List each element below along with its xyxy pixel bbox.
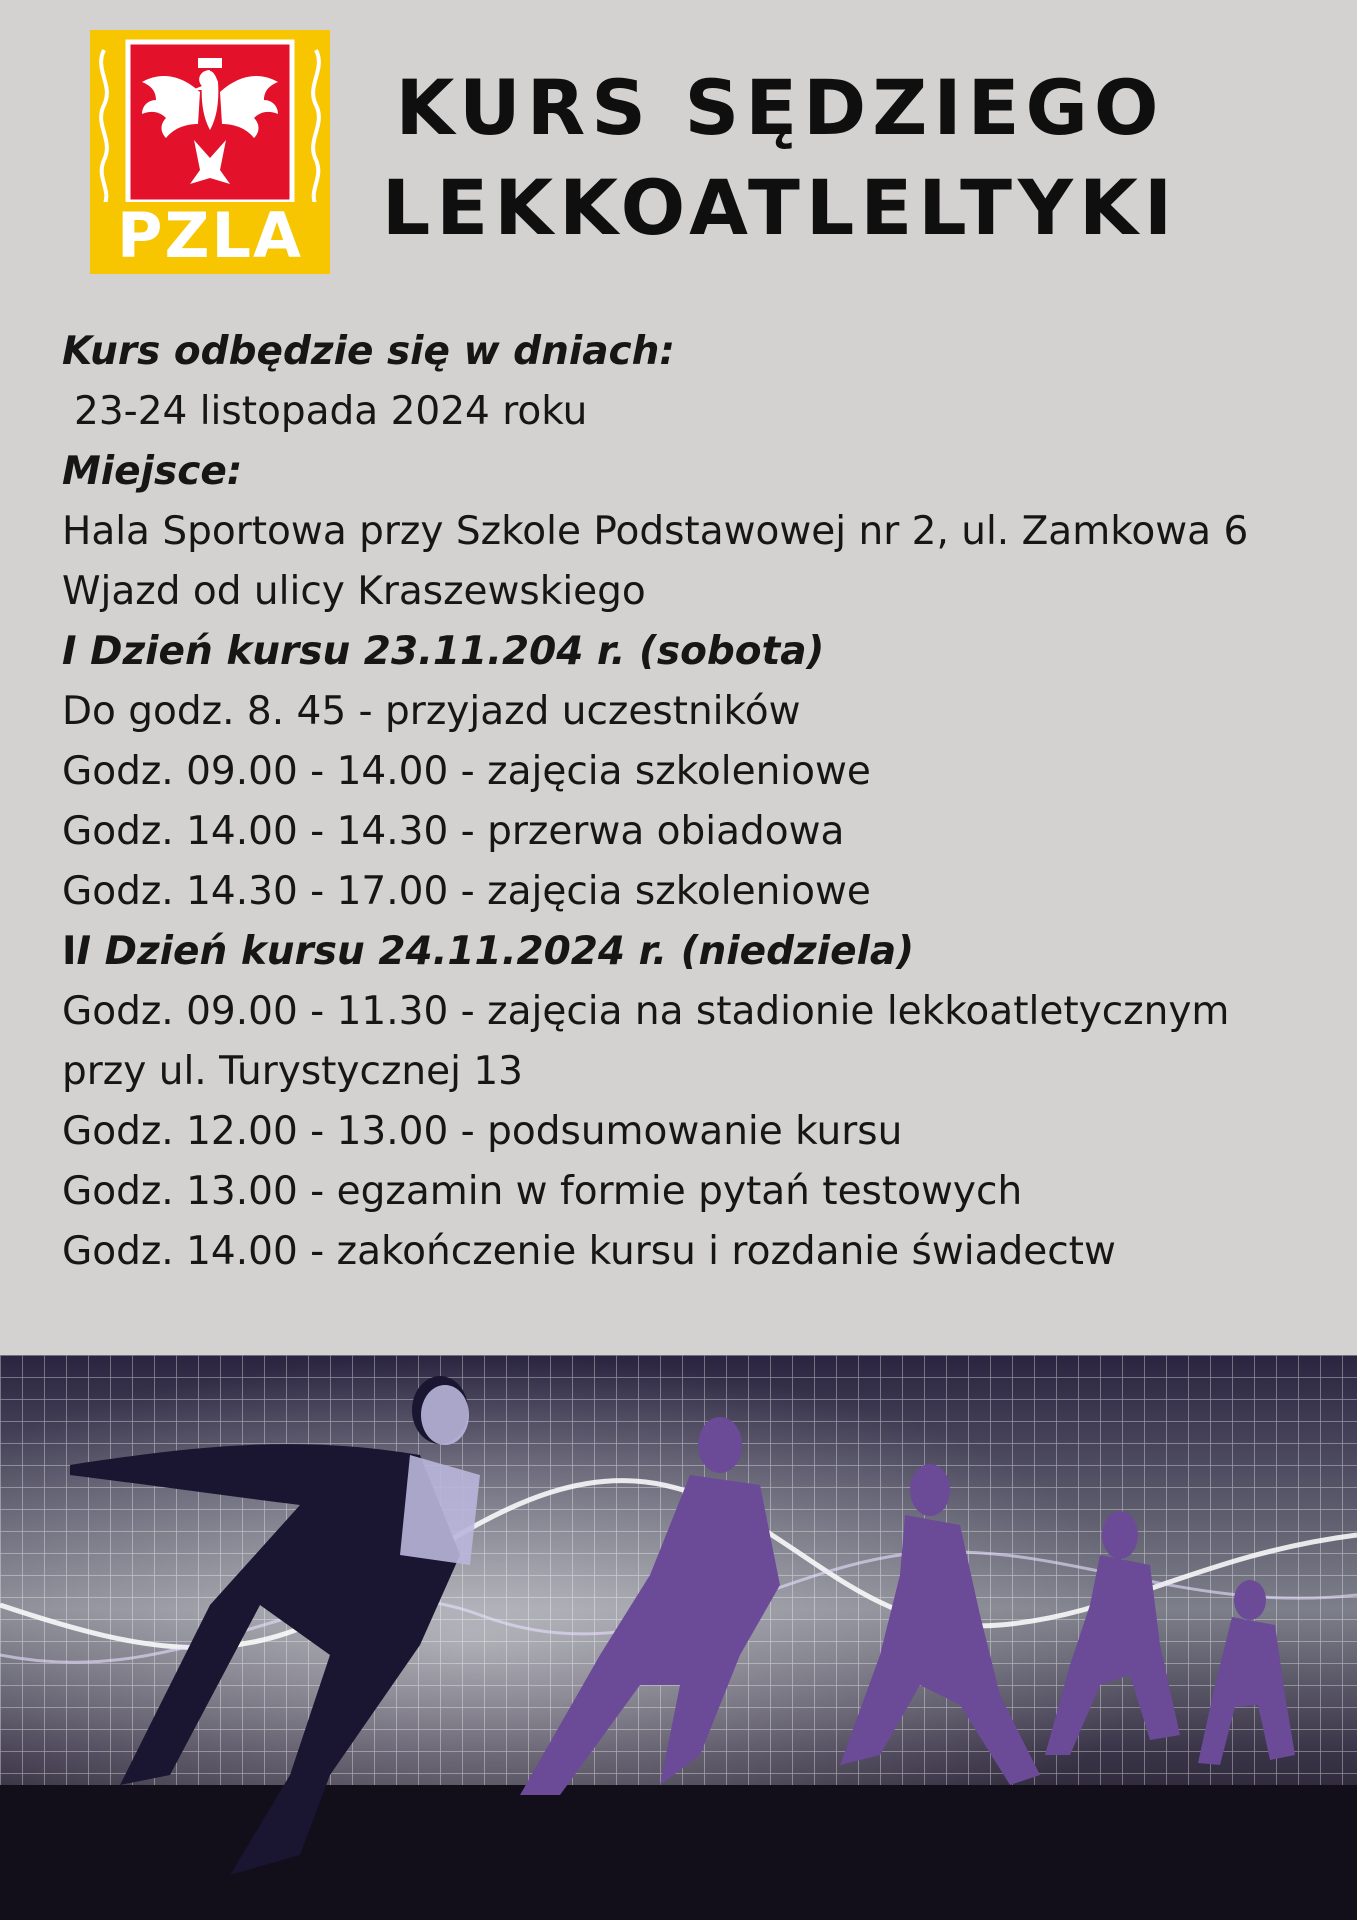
title-line-1: KURS SĘDZIEGO xyxy=(395,63,1165,152)
title-line-2: LEKKOATLELTYKI xyxy=(381,163,1179,252)
place-line-2: Wjazd od ulicy Kraszewskiego xyxy=(62,569,646,614)
day2-heading-prefix: I xyxy=(62,929,77,974)
day2-item: Godz. 12.00 - 13.00 - podsumowanie kursu xyxy=(62,1109,903,1154)
dates-heading: Kurs odbędzie się w dniach: xyxy=(62,329,676,374)
day2-heading xyxy=(62,922,1322,982)
day2-heading-text: I Dzień kursu 24.11.2024 r. (niedziela) xyxy=(76,929,915,974)
logo-text: PZLA xyxy=(117,199,303,272)
page-title xyxy=(360,58,1200,258)
day1-item: Do godz. 8. 45 - przyjazd uczestników xyxy=(62,689,801,734)
day1-heading: I Dzień kursu 23.11.204 r. (sobota) xyxy=(62,629,825,674)
course-details xyxy=(62,322,1322,1282)
pzla-logo xyxy=(90,30,330,274)
day1-item: Godz. 14.30 - 17.00 - zajęcia szkoleniowe xyxy=(62,869,871,914)
runners-photo xyxy=(0,1355,1357,1920)
place-line-1: Hala Sportowa przy Szkole Podstawowej nr 2, ul. Zamkowa 6 xyxy=(62,509,1249,554)
dates-value: 23-24 listopada 2024 roku xyxy=(74,389,588,434)
day2-item: Godz. 13.00 - egzamin w formie pytań testowych xyxy=(62,1169,1023,1214)
day2-item: przy ul. Turystycznej 13 xyxy=(62,1049,523,1094)
day1-item: Godz. 09.00 - 14.00 - zajęcia szkoleniowe xyxy=(62,749,871,794)
day2-item: Godz. 14.00 - zakończenie kursu i rozdanie świadectw xyxy=(62,1229,1116,1274)
place-heading: Miejsce: xyxy=(62,449,243,494)
day1-item: Godz. 14.00 - 14.30 - przerwa obiadowa xyxy=(62,809,845,854)
day2-item: Godz. 09.00 - 11.30 - zajęcia na stadionie lekkoatletycznym xyxy=(62,989,1230,1034)
